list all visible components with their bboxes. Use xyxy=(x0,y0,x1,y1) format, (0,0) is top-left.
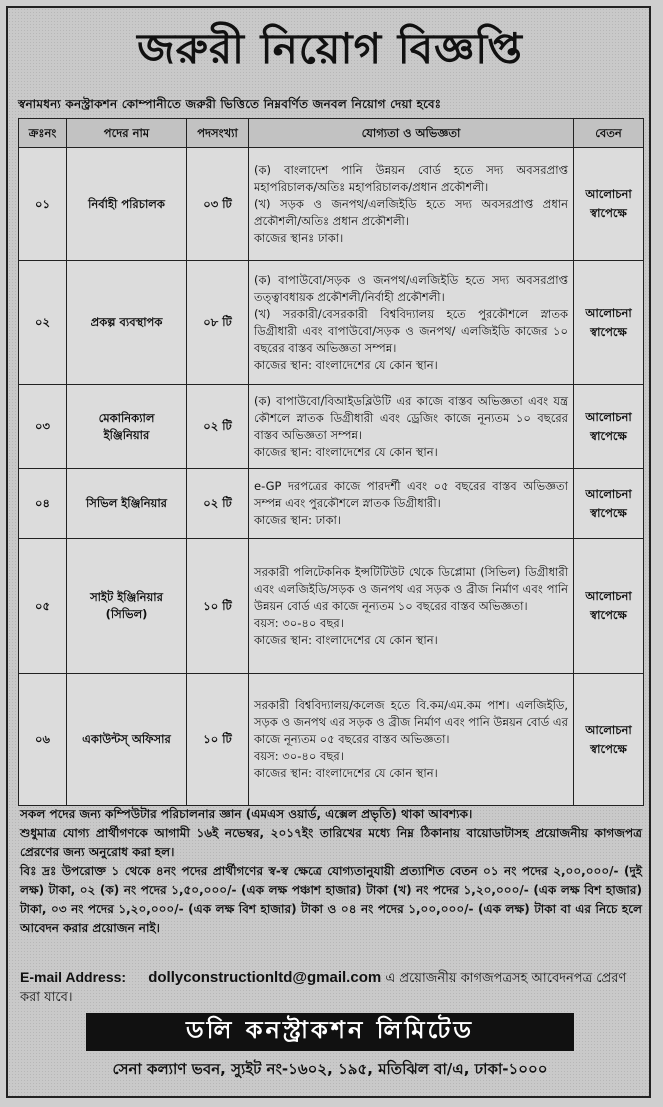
header-serial: ক্রঃনং xyxy=(19,119,67,148)
row-salary xyxy=(574,539,644,674)
company-address: সেনা কল্যাণ ভবন, স্যুইট নং-১৬০২, ১৯৫, মতিঝিল বা/এ, ঢাকা-১০০০ xyxy=(112,1060,548,1078)
row-qualification xyxy=(249,261,574,385)
post-name-line2: ইঞ্জিনিয়ার xyxy=(103,427,150,442)
salary-line2: স্বাপেক্ষে xyxy=(590,505,627,520)
row-qualification xyxy=(249,148,574,261)
header-salary: বেতন xyxy=(574,119,644,148)
table-row xyxy=(19,674,644,806)
table-row xyxy=(19,469,644,539)
row-count: ০৮ টি xyxy=(187,261,249,385)
row-serial: ০২ xyxy=(19,261,67,385)
qualification-line: e-GP দরপত্রের কাজে পারদর্শী এবং ০৫ বছরের বাস্তব অভিজ্ঞতা সম্পন্ন এবং পুরকৌশলে স্নাতক ডিগ্রীধারী। xyxy=(254,479,568,510)
row-serial: ০৩ xyxy=(19,385,67,469)
row-count: ১০ টি xyxy=(187,539,249,674)
notes-section xyxy=(20,805,642,938)
qualification-line: (খ) সড়ক ও জনপথ/এলজিইডি হতে সদ্য অবসরপ্রাপ্ত প্রধান প্রকৌশলী/অতিঃ প্রধান প্রকৌশলী। xyxy=(254,196,568,228)
salary-line1: আলোচনা xyxy=(585,409,632,424)
row-salary xyxy=(574,674,644,806)
qualification-line: (খ) সরকারী/বেসরকারী বিশ্ববিদ্যালয় হতে পুরকৌশলে স্নাতক ডিগ্রীধারী এবং বাপাউবো/সড়ক ও জনপথ/ এলজিইডি কাজের ১০ বছরের বাস্তব অভিজ্ঞতা সম্পন্ন। xyxy=(254,306,568,355)
salary-line1: আলোচনা xyxy=(585,589,632,603)
row-serial: ০৫ xyxy=(19,539,67,674)
company-name-banner: ডলি কনস্ট্রাকশন লিমিটেড xyxy=(86,1013,574,1051)
post-name: সাইট ইঞ্জিনিয়ার xyxy=(90,590,163,604)
table-row xyxy=(19,385,644,469)
email-address-link[interactable]: dollyconstructionltd@gmail.com xyxy=(148,969,382,986)
ad-title: জরুরী নিয়োগ বিজ্ঞপ্তি xyxy=(137,23,523,73)
salary-line2: স্বাপেক্ষে xyxy=(590,608,627,622)
row-qualification xyxy=(249,674,574,806)
table-row xyxy=(19,261,644,385)
post-name: নির্বাহী পরিচালক xyxy=(88,196,165,211)
row-post xyxy=(67,385,187,469)
salary-line2: স্বাপেক্ষে xyxy=(590,428,627,443)
row-post xyxy=(67,469,187,539)
row-qualification xyxy=(249,385,574,469)
qualification-line: (ক) বাপাউবো/সড়ক ও জনপথ/এলজিইডি হতে সদ্য অবসরপ্রাপ্ত তত্ত্বাবধায়ক প্রকৌশলী/নির্বাহী প্রকৌশলী। xyxy=(254,272,568,304)
qualification-line: কাজের স্থান: বাংলাদেশের যে কোন স্থান। xyxy=(254,766,438,780)
qualification-line: কাজের স্থান: বাংলাদেশের যে কোন স্থান। xyxy=(254,632,438,647)
email-label: E-mail Address: xyxy=(20,969,127,985)
qualification-line: (ক) বাপাউবো/বিআইডব্লিউটি এর কাজে বাস্তব অভিজ্ঞতা এবং যন্ত্র কৌশলে স্নাতক ডিগ্রীধারী এবং ড্রেজিং কাজে নূন্যতম ১০ বছরের বাস্তব অভিজ্ঞতা সম্পন্ন। xyxy=(254,393,568,442)
job-advertisement xyxy=(6,6,651,1098)
row-salary xyxy=(574,469,644,539)
row-qualification xyxy=(249,539,574,674)
note-computer-skills: সকল পদের জন্য কম্পিউটার পরিচালনার জ্ঞান (এমএস ওয়ার্ড, এক্সেল প্রভৃতি) থাকা আবশ্যক। xyxy=(20,807,473,821)
qualification-line: কাজের স্থানঃ ঢাকা। xyxy=(254,230,344,245)
header-post: পদের নাম xyxy=(67,119,187,148)
email-instruction: এ প্রয়োজনীয় কাগজপত্রসহ আবেদনপত্র প্রেরণ করা যাবে। xyxy=(20,971,627,1005)
salary-line1: আলোচনা xyxy=(585,722,632,737)
salary-line1: আলোচনা xyxy=(585,486,632,501)
salary-line1: আলোচনা xyxy=(585,305,632,320)
qualification-line: কাজের স্থান: বাংলাদেশের যে কোন স্থান। xyxy=(254,357,438,372)
qualification-line: সরকারী বিশ্ববিদ্যালয়/কলেজ হতে বি.কম/এম.কম পাশ। এলজিইডি, সড়ক ও জনপথ এর সড়ক ও ব্রীজ নির্মাণ এবং পানি উন্নয়ন বোর্ড এর কাজে নূন্যতম ০৫ বছরের বাস্তব অভিজ্ঞতা। xyxy=(254,698,568,746)
row-serial: ০১ xyxy=(19,148,67,261)
row-count: ০২ টি xyxy=(187,469,249,539)
row-count: ০২ টি xyxy=(187,385,249,469)
row-count: ১০ টি xyxy=(187,674,249,806)
salary-line2: স্বাপেক্ষে xyxy=(590,206,627,220)
table-row xyxy=(19,148,644,261)
qualification-line: (ক) বাংলাদেশ পানি উন্নয়ন বোর্ড হতে সদ্য অবসরপ্রাপ্ত মহাপরিচালক/অতিঃ মহাপরিচালক/প্রধান প্রকৌশলী। xyxy=(254,162,568,194)
row-serial: ০৪ xyxy=(19,469,67,539)
salary-line1: আলোচনা xyxy=(585,187,632,201)
row-salary xyxy=(574,148,644,261)
note-salary-expectation: বিঃ দ্রঃ উপরোক্ত ১ থেকে ৪নং পদের প্রার্থীগণের স্ব-স্ব ক্ষেত্রে যোগ্যতানুযায়ী প্রত্যাশিত বেতন ০১ নং পদের ২,০০,০০০/- (দুই লক্ষ) টাকা, ০২ (ক) নং পদের ১,৫০,০০০/- (এক লক্ষ পঞ্চাশ হাজার) টাকা (খ) নং পদের ১,২০,০০০/- (এক লক্ষ বিশ হাজার) টাকা, ০৩ নং পদের ১,২০,০০০/- (এক লক্ষ বিশ হাজার) টাকা ও ০৪ নং পদের ১,০০,০০০/- (এক লক্ষ) টাকা বা এর নিচে হলে আবেদন করার প্রয়োজন নাই। xyxy=(20,864,642,935)
row-salary xyxy=(574,385,644,469)
jobs-table xyxy=(18,118,644,806)
qualification-line: বয়স: ৩০-৪০ বছর। xyxy=(254,615,344,630)
row-post xyxy=(67,261,187,385)
row-salary xyxy=(574,261,644,385)
row-count: ০৩ টি xyxy=(187,148,249,261)
table-header-row xyxy=(19,119,644,148)
row-post xyxy=(67,674,187,806)
qualification-line: সরকারী পলিটেকনিক ইন্সটিটিউট থেকে ডিপ্লোমা (সিভিল) ডিগ্রীধারী এবং এলজিইডি/সড়ক ও জনপথ এর সড়ক ও ব্রীজ নির্মাণ এবং পানি উন্নয়ন বোর্ড এর কাজে নূন্যতম ১০ বছরের বাস্তব অভিজ্ঞতা। xyxy=(254,564,568,613)
qualification-line: বয়স: ৩০-৪০ বছর। xyxy=(254,749,344,763)
qualification-line: কাজের স্থান: ঢাকা। xyxy=(254,513,341,527)
intro-text: স্বনামধন্য কনস্ট্রাকশন কোম্পানীতে জরুরী ভিত্তিতে নিম্নবর্ণিত জনবল নিয়োগ দেয়া হবেঃ xyxy=(18,97,442,111)
row-post xyxy=(67,539,187,674)
salary-line2: স্বাপেক্ষে xyxy=(590,741,627,756)
header-count: পদসংখ্যা xyxy=(187,119,249,148)
table-row xyxy=(19,539,644,674)
post-name-line2: (সিভিল) xyxy=(105,607,148,621)
row-qualification xyxy=(249,469,574,539)
qualification-line: কাজের স্থান: বাংলাদেশের যে কোন স্থান। xyxy=(254,444,438,459)
header-qualification: যোগ্যতা ও অভিজ্ঞতা xyxy=(249,119,574,148)
post-name: প্রকল্প ব্যবস্থাপক xyxy=(90,315,163,329)
note-deadline: শুধুমাত্র যোগ্য প্রার্থীগণকে আগামী ১৬ই নভেম্বর, ২০১৭ইং তারিখের মধ্যে নিম্ন ঠিকানায় বায়োডাটাসহ প্রয়োজনীয় কাগজপত্র প্রেরণের জন্য অনুরোধ করা হল। xyxy=(20,826,642,859)
post-name: মেকানিক্যাল xyxy=(98,410,155,425)
email-section xyxy=(20,968,642,1007)
row-post xyxy=(67,148,187,261)
post-name: একাউন্টস্ অফিসার xyxy=(82,732,171,746)
row-serial: ০৬ xyxy=(19,674,67,806)
post-name: সিভিল ইঞ্জিনিয়ার xyxy=(85,496,167,510)
salary-line2: স্বাপেক্ষে xyxy=(590,324,627,339)
